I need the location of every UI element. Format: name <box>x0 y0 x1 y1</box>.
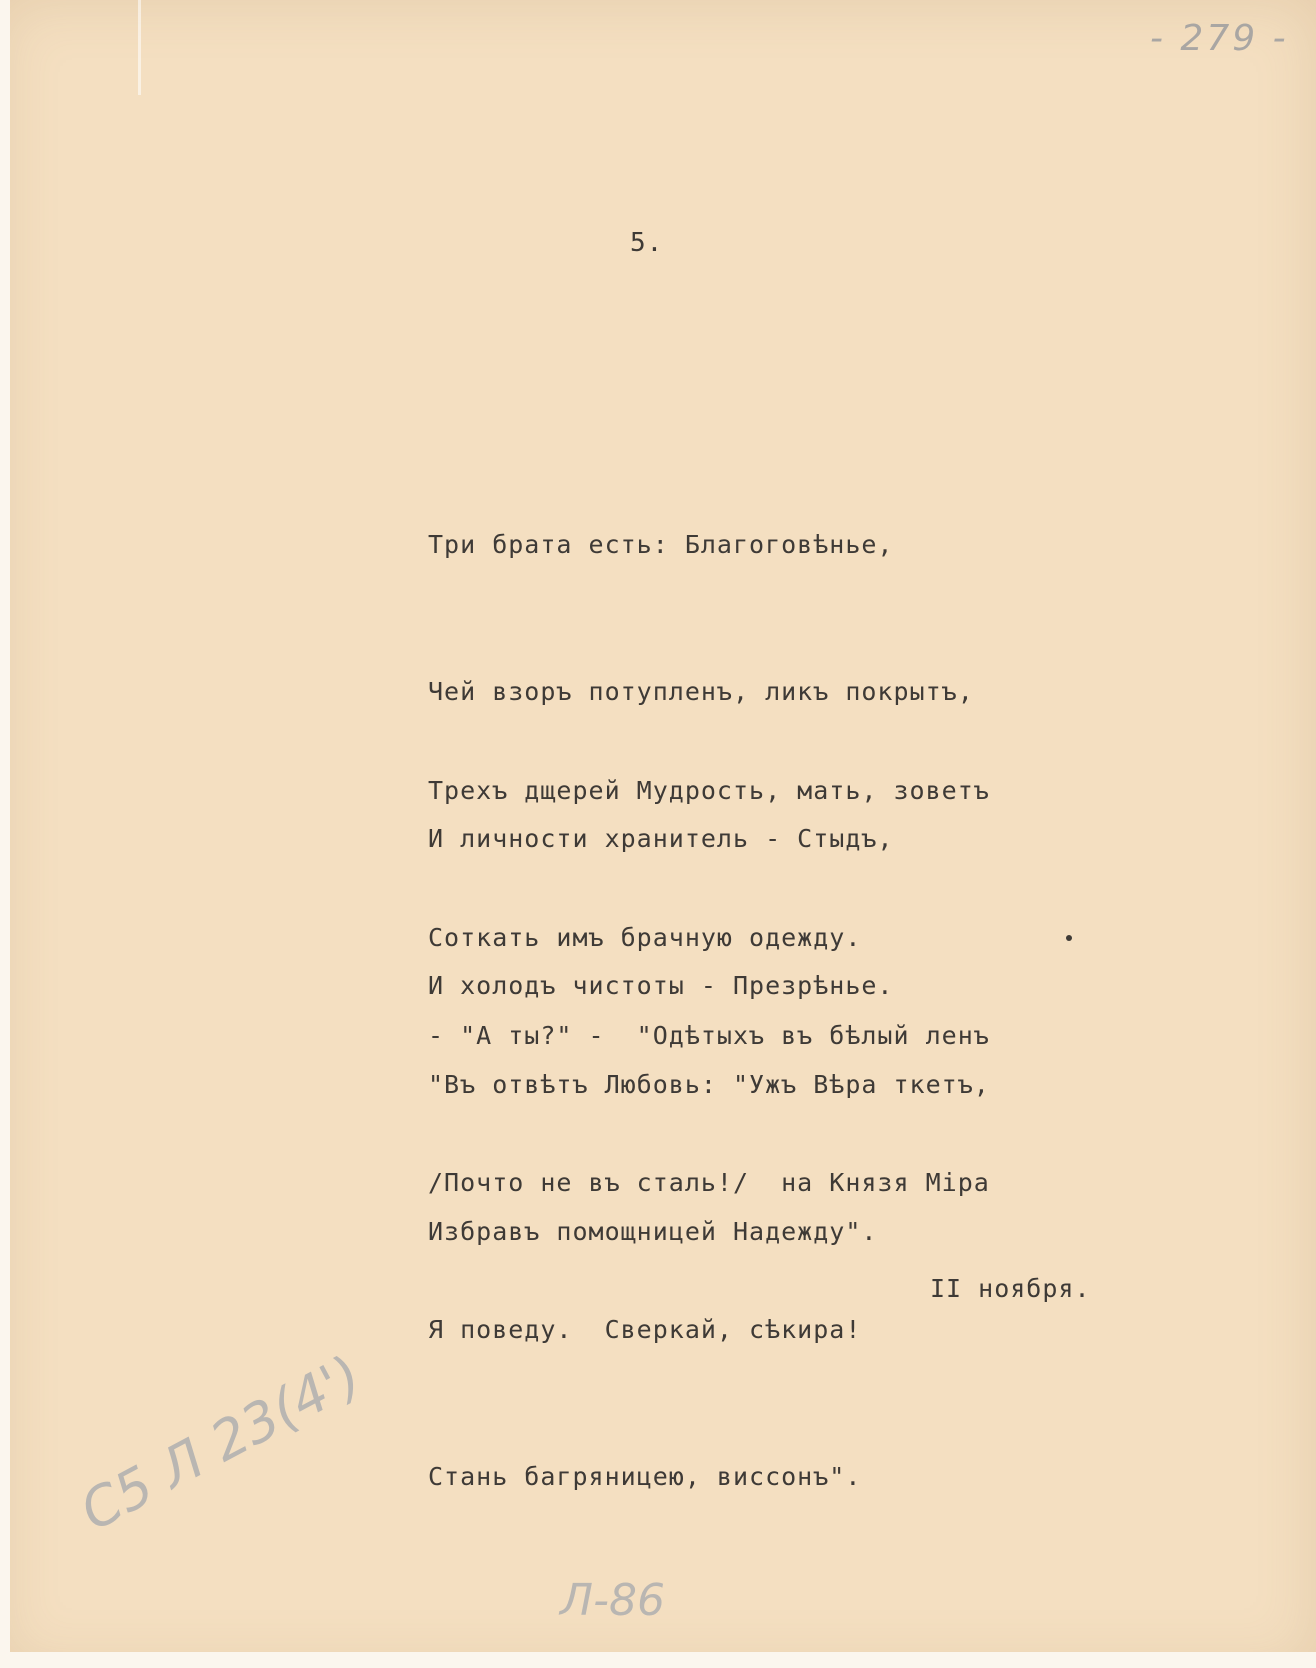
poem-number: 5. <box>630 228 664 258</box>
poem-line: Я поведу. Сверкай, сѣкира! <box>428 1315 862 1344</box>
poem-line: - "А ты?" - "Одѣтыхъ въ бѣлый ленъ <box>428 1021 990 1050</box>
poem-line: /Почто не въ сталь!/ на Князя Міра <box>428 1168 990 1197</box>
folio-number: - 279 - <box>1150 18 1289 59</box>
page-edge-bottom <box>0 1652 1316 1668</box>
poem-line: Чей взоръ потупленъ, ликъ покрытъ, <box>428 677 974 706</box>
poem-line: И личности хранитель - Стыдъ, <box>428 824 894 853</box>
poem-date: II ноября. <box>930 1274 1091 1303</box>
poem-line: Избравъ помощницей Надежду". <box>428 1217 878 1246</box>
archive-pencil-mark: С5 Л 23(4') <box>70 1343 372 1543</box>
poem-line: И холодъ чистоты - Презрѣнье. <box>428 971 894 1000</box>
paper-crease <box>138 0 141 95</box>
poem-line: "Въ отвѣтъ Любовь: "Ужъ Вѣра ткетъ, <box>428 1070 990 1099</box>
stray-typed-dot <box>1066 935 1072 941</box>
page-edge-left <box>0 0 10 1668</box>
stanza-3 <box>428 913 990 1599</box>
poem-line: Соткать имъ брачную одежду. <box>428 923 862 952</box>
poem-line: Три брата есть: Благоговѣнье, <box>428 530 894 559</box>
poem-line: Трехъ дщерей Мудрость, мать, зоветъ <box>428 776 990 805</box>
poem-line: Стань багряницею, виссонъ". <box>428 1462 862 1491</box>
archive-pencil-mark: Л-86 <box>560 1575 665 1626</box>
